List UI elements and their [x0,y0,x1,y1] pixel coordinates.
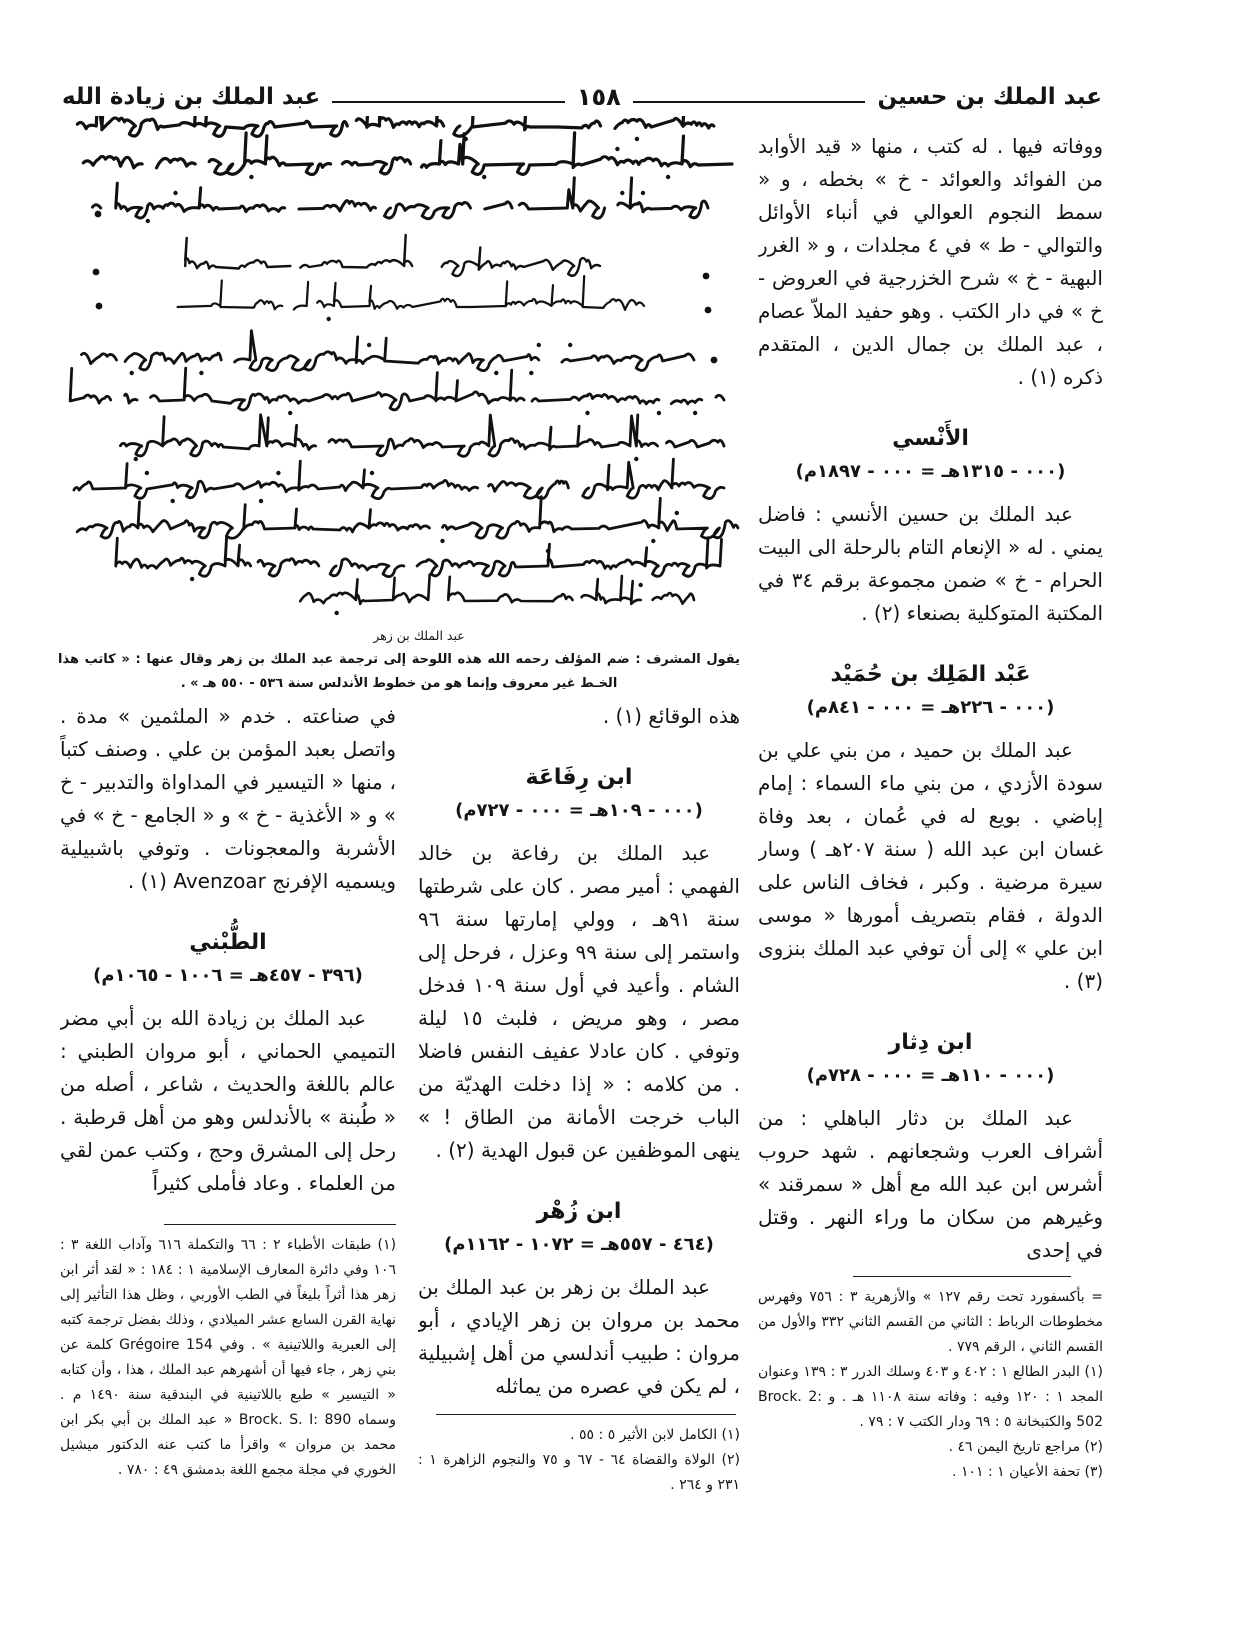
entry-dates: (٤٦٤ - ٥٥٧هـ = ١٠٧٢ - ١١٦٢م) [444,1234,714,1255]
right-column-footnotes [758,1276,1103,1485]
manuscript-ink-dot [568,343,572,347]
manuscript-ink-dot [370,471,374,475]
entry-heading: الأَنْسي [892,426,969,451]
running-header [62,80,1102,114]
footnote: (٣) تحفة الأعيان ١ : ١٠١ . [952,1464,1103,1480]
manuscript-ink-dot [635,137,639,141]
manuscript-ink-dot [134,457,138,461]
entry-heading: عَبْد المَلِك بن حُمَيْد [830,662,1031,687]
manuscript-ink-dot [288,411,292,415]
manuscript-ink-dot [494,371,498,375]
manuscript-ink-dot [249,175,253,179]
manuscript-ink-dot [190,577,194,581]
manuscript-ink-dot [620,191,624,195]
manuscript-ink-dot [199,371,203,375]
footnote-rule [164,1224,396,1225]
middle-column-footnotes [418,1414,740,1498]
manuscript-ink-dot [651,539,655,543]
entry-dates: (٠٠٠ - ١١٠هـ = ٠٠٠ - ٧٢٨م) [806,1065,1055,1086]
manuscript-ink-dot [657,411,661,415]
entry-dates: (٠٠٠ - ١٣١٥هـ = ٠٠٠ - ١٨٩٧م) [795,461,1066,482]
manuscript-ink-dot [634,457,638,461]
manuscript-handwriting-line [178,276,644,310]
entry-heading: ابن رِفَاعَة [525,765,633,790]
biography-entry [418,761,740,1167]
manuscript-ink-dot [146,219,150,223]
footnote: (١) الكامل لابن الأثير ٥ : ٥٥ . [570,1427,740,1443]
manuscript-ink-dot [335,611,339,615]
entry-dates: (٠٠٠ - ١٠٩هـ = ٠٠٠ - ٧٢٧م) [455,800,703,821]
entry-text: عبد الملك بن حميد ، من بني علي بن سودة الأزدي ، من بني ماء السماء : إمام إباضي . بويع له في عُمان ، بعد وفاة غسان ابن عبد الله ( سنة ٢٠٧هـ ) وسار سيرة مرضية . وكبر ، فخاف الناس على الدولة ، فقام بتصريف أمورها « موسى ابن علي » إلى أن توفي عبد الملك بنزوى (٣) . [758,738,1103,993]
entry-text: عبد الملك بن رفاعة بن خالد الفهمي : أمير مصر . كان على شرطتها سنة ٩١هـ ، وولي إمارتها سنة ٩٦ واستمر إلى سنة ٩٩ وعزل ، فرحل إلى الشام . وأعيد في أول سنة ١٠٩ فدخل مصر ، وهو مريض ، فلبث ١٥ ليلة وتوفي . كان عادلا عفيف النفس فاضلا . من كلامه : « إذا دخلت الهديّة من الباب خرجت الأمانة من الطاق ! » ينهى الموظفين عن قبول الهدية (٢) . [418,841,740,1162]
footnote: (٢) الولاة والقضاة ٦٤ - ٦٧ و ٧٥ والنجوم الزاهرة ١ : ٢٣١ و ٢٦٤ . [418,1452,741,1493]
manuscript-margin-mark [711,357,718,364]
biography-entry [758,422,1103,630]
right-column [758,130,1103,1268]
manuscript-handwriting-line [116,537,722,577]
manuscript-ink-dot [641,191,645,195]
manuscript-ink-dot [173,191,177,195]
manuscript-ink-dot [145,471,149,475]
manuscript-ink-dot [615,147,619,151]
middle-column [418,700,740,1408]
entry-text: عبد الملك بن زيادة الله بن أبي مضر التميمي الحماني ، أبو مروان الطبني : عالم باللغة والحديث ، شاعر ، أصله من « طُبنة » بالأندلس وهو من أهل قرطبة . رحل إلى المشرق وحج ، وكتب عمن لقي من العلماء . وعاد فأملى كثيراً [60,1006,396,1195]
entry-dates: (٣٩٦ - ٤٥٧هـ = ١٠٠٦ - ١٠٦٥م) [93,965,363,986]
manuscript-ink-dot [276,471,280,475]
header-rule-left [332,101,565,103]
biography-entry [758,1026,1103,1267]
manuscript-handwriting-line [77,497,738,539]
footnote-rule [436,1414,736,1415]
manuscript-ink-dot [537,343,541,347]
manuscript-handwriting-line [77,116,713,136]
running-title-right: عبد الملك بن حسين [877,84,1102,110]
page-number: ١٥٨ [576,83,621,111]
manuscript-handwriting-line [74,459,724,498]
manuscript-handwriting-line [120,415,724,457]
manuscript-ink-dot [440,539,444,543]
biography-entry [60,926,396,1200]
manuscript-handwriting-line [82,331,695,371]
manuscript-ink-dot [367,343,371,347]
manuscript-ink-dot [666,175,670,179]
left-column-footnotes [60,1224,396,1483]
footnote-rule [853,1276,1071,1277]
manuscript-ink-dot [529,371,533,375]
continuation-paragraph: هذه الوقائع (١) . [602,704,740,728]
manuscript-ink-dot [639,583,643,587]
footnote: (١) البدر الطالع ١ : ٤٠٢ و ٤٠٣ وسلك الدرر ٣ : ١٣٩ وعنوان المجد ١ : ١٢٠ وفيه : وفاته سنة ١١٠٨ هـ . و Brock. 2: 502 والكتبخانة ٥ : ٦٩ ودار الكتب ٧ : ٧٩ . [758,1364,1103,1430]
manuscript-ink-dot [546,549,550,553]
manuscript-margin-mark [93,269,100,276]
entry-text: عبد الملك بن حسين الأنسي : فاضل يمني . له « الإنعام التام بالرحلة الى البيت الحرام - خ » ضمن مجموعة برقم ٣٤ في المكتبة المتوكلية بصنعاء (٢) . [758,502,1103,625]
biography-entry [758,658,1103,998]
continuation-paragraph: ووفاته فيها . له كتب ، منها « قيد الأوابد من الفوائد والعوائد - خ » بخطه ، و « سمط النجوم العوالي في أنباء الأوائل والتوالي - ط » في ٤ مجلدات ، و « الغرر البهية - خ » شرح الخزرجية في العروض - خ » في دار الكتب . وهو حفيد الملاّ عصام ، عبد الملك بن جمال الدين ، المتقدم ذكره (١) . [758,134,1103,389]
figure-editor-note: يقول المشرف : ضم المؤلف رحمه الله هذه اللوحة إلى ترجمة عبد الملك بن زهر وقال عنها : « كاتب هذا الخـط غير معروف وإنما هو من خطوط الأندلس سنة ٥٣٦ - ٥٥٠ هـ » . [58,652,740,691]
manuscript-ink-dot [482,175,486,179]
entry-heading: ابن دِثار [888,1030,973,1055]
manuscript-handwriting-line [83,133,732,175]
figure-caption-title: عبد الملك بن زهر [373,628,465,643]
footnote: = بأكسفورد تحت رقم ١٢٧ » والأزهرية ٣ : ٧٥٦ وفهرس مخطوطات الرباط : الثاني من القسم الثاني ٣٣٢ والأول من القسم الثاني ، الرقم ٧٧٩ . [758,1289,1104,1355]
continuation-paragraph: في صناعته . خدم « الملثمين » مدة . واتصل بعبد المؤمن بن علي . وصنف كتباً ، منها « التيسير في المداواة والتدبير - خ » و « الأغذية - خ » و « الجامع - خ » في الأشربة والمعجونات . وتوفي باشبيلية ويسميه الإفرنج Avenzoar (١) . [60,704,396,893]
entry-heading: الطُّبْني [189,930,267,955]
manuscript-ink-dot [259,499,263,503]
header-rule-right [633,101,866,103]
manuscript-ink-dot [171,499,175,503]
manuscript-ink-dot [585,411,589,415]
figure-caption [58,626,740,696]
manuscript-ink-dot [461,147,465,151]
manuscript-margin-mark [95,211,102,218]
left-column [60,700,396,1215]
manuscript-margin-mark [705,307,712,314]
manuscript-ink-dot [327,317,331,321]
biography-entry [418,1195,740,1403]
manuscript-ink-dot [675,511,679,515]
manuscript-handwriting-line [58,368,724,410]
entry-heading: ابن زُهْر [536,1199,622,1224]
manuscript-handwriting-line [93,178,709,219]
manuscript-facsimile-image [52,116,742,626]
entry-dates: (٠٠٠ - ٢٢٦هـ = ٠٠٠ - ٨٤١م) [806,697,1055,718]
manuscript-handwriting-line [300,575,694,604]
manuscript-ink-dot [130,371,134,375]
manuscript-margin-mark [96,303,103,310]
manuscript-handwriting-line [185,235,600,276]
entry-text: عبد الملك بن زهر بن عبد الملك بن محمد بن مروان بن زهر الإيادي ، أبو مروان : طبيب أندلسي من أهل إشبيلية ، لم يكن في عصره من يماثله [418,1275,740,1398]
running-title-left: عبد الملك بن زيادة الله [61,84,321,110]
footnote: (١) طبقات الأطباء ٢ : ٦٦ والتكملة ٦١٦ وآداب اللغة ٣ : ١٠٦ وفي دائرة المعارف الإسلامية ١ : ١٨٤ : « لقد أثر ابن زهر هذا أثراً بليغاً في الطب الأوربي ، وظل هذا التأثير إلى نهاية القرن السابع عشر الميلادي ، وذلك بفضل ترجمة كتبه إلى العبرية واللاتينية » . وفي Grégoire 154 كلمة عن بني زهر ، جاء فيها أن أشهرهم عبد الملك ، هذا ، وأن كتابه « التيسير » طبع باللاتينية في البندقية سنة ١٤٩٠ م . وسماه Brock. S. I: 890 « عبد الملك بن أبي بكر ابن محمد بن مروان » واقرأ ما كتب عنه الدكتور ميشيل الخوري في مجلة مجمع اللغة بدمشق ٤٩ : ٧٨٠ . [60,1237,397,1478]
manuscript-ink-dot [693,411,697,415]
footnote: (٢) مراجع تاريخ اليمن ٤٦ . [948,1439,1103,1455]
manuscript-margin-mark [703,273,710,280]
entry-text: عبد الملك بن دثار الباهلي : من أشراف العرب وشجعانهم . شهد حروب أشرس ابن عبد الله مع أهل « سمرقند » وغيرهم من سكان ما وراء النهر . وقتل في إحدى [758,1106,1103,1262]
